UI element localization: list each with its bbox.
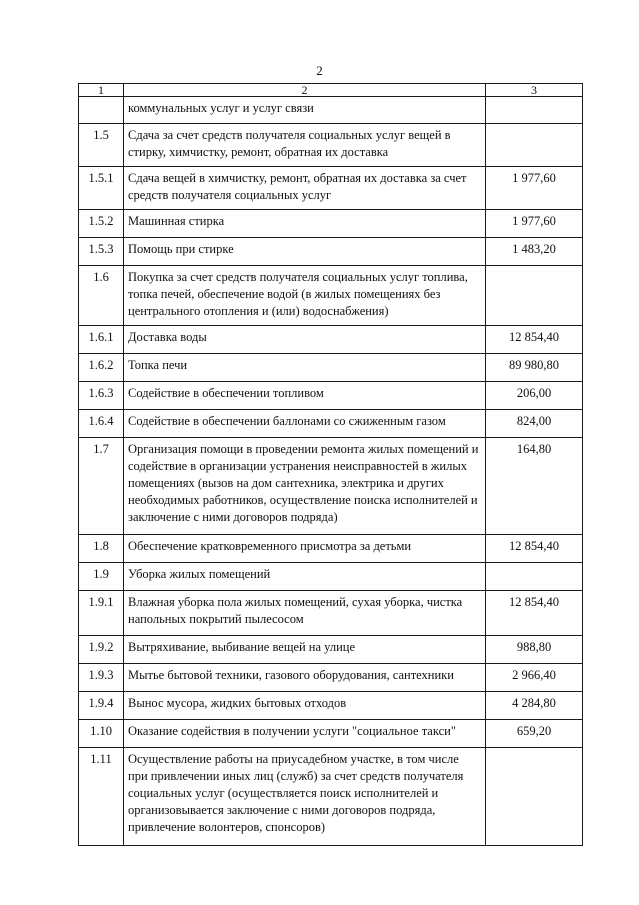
table-row bbox=[79, 124, 583, 167]
service-name-cell: Топка печи bbox=[124, 354, 486, 382]
table-row bbox=[79, 692, 583, 720]
price-cell bbox=[486, 97, 583, 124]
column-header-price: 3 bbox=[486, 84, 583, 97]
row-number-cell: 1.9.2 bbox=[79, 636, 124, 664]
service-name-cell: Оказание содействия в получении услуги "социальное такси" bbox=[124, 720, 486, 748]
price-cell: 12 854,40 bbox=[486, 535, 583, 563]
service-name-cell: Доставка воды bbox=[124, 326, 486, 354]
table-row bbox=[79, 720, 583, 748]
table-header-row bbox=[79, 84, 583, 97]
table-row bbox=[79, 591, 583, 636]
service-name-cell: Содействие в обеспечении баллонами со сжиженным газом bbox=[124, 410, 486, 438]
row-number-cell: 1.9.4 bbox=[79, 692, 124, 720]
service-name-cell: Машинная стирка bbox=[124, 210, 486, 238]
row-number-cell: 1.7 bbox=[79, 438, 124, 535]
price-cell: 89 980,80 bbox=[486, 354, 583, 382]
price-cell: 2 966,40 bbox=[486, 664, 583, 692]
service-name-cell: коммунальных услуг и услуг связи bbox=[124, 97, 486, 124]
price-cell: 4 284,80 bbox=[486, 692, 583, 720]
table-row bbox=[79, 266, 583, 326]
service-name-cell: Сдача за счет средств получателя социальных услуг вещей в стирку, химчистку, ремонт, обратная их доставка bbox=[124, 124, 486, 167]
row-number-cell: 1.9.1 bbox=[79, 591, 124, 636]
page-number: 2 bbox=[316, 63, 323, 78]
row-number-cell: 1.9.3 bbox=[79, 664, 124, 692]
service-name-cell: Мытье бытовой техники, газового оборудования, сантехники bbox=[124, 664, 486, 692]
table-row bbox=[79, 535, 583, 563]
row-number-cell: 1.6.2 bbox=[79, 354, 124, 382]
table-row bbox=[79, 210, 583, 238]
service-name-cell: Помощь при стирке bbox=[124, 238, 486, 266]
row-number-cell bbox=[79, 97, 124, 124]
price-cell: 12 854,40 bbox=[486, 591, 583, 636]
price-cell: 1 483,20 bbox=[486, 238, 583, 266]
table-row bbox=[79, 238, 583, 266]
row-number-cell: 1.8 bbox=[79, 535, 124, 563]
table-row bbox=[79, 664, 583, 692]
price-cell: 164,80 bbox=[486, 438, 583, 535]
table-row bbox=[79, 97, 583, 124]
price-cell: 206,00 bbox=[486, 382, 583, 410]
price-cell: 1 977,60 bbox=[486, 167, 583, 210]
service-name-cell: Обеспечение кратковременного присмотра за детьми bbox=[124, 535, 486, 563]
service-name-cell: Вынос мусора, жидких бытовых отходов bbox=[124, 692, 486, 720]
price-cell: 659,20 bbox=[486, 720, 583, 748]
column-header-number: 1 bbox=[79, 84, 124, 97]
row-number-cell: 1.11 bbox=[79, 748, 124, 846]
price-cell bbox=[486, 124, 583, 167]
table-row bbox=[79, 438, 583, 535]
service-name-cell: Уборка жилых помещений bbox=[124, 563, 486, 591]
service-name-cell: Содействие в обеспечении топливом bbox=[124, 382, 486, 410]
row-number-cell: 1.5 bbox=[79, 124, 124, 167]
price-cell: 824,00 bbox=[486, 410, 583, 438]
table-row bbox=[79, 167, 583, 210]
table-row bbox=[79, 563, 583, 591]
price-cell bbox=[486, 748, 583, 846]
row-number-cell: 1.5.3 bbox=[79, 238, 124, 266]
row-number-cell: 1.10 bbox=[79, 720, 124, 748]
row-number-cell: 1.6 bbox=[79, 266, 124, 326]
row-number-cell: 1.9 bbox=[79, 563, 124, 591]
row-number-cell: 1.5.1 bbox=[79, 167, 124, 210]
row-number-cell: 1.6.1 bbox=[79, 326, 124, 354]
column-header-service: 2 bbox=[124, 84, 486, 97]
service-name-cell: Осуществление работы на приусадебном участке, в том числе при привлечении иных лиц (служб) за счет средств получателя социальных услуг (осуществляется поиск исполнителей и организовывается заключение с ними договоров подряда, привлечение волонтеров, спонсоров) bbox=[124, 748, 486, 846]
row-number-cell: 1.6.4 bbox=[79, 410, 124, 438]
table-row bbox=[79, 326, 583, 354]
row-number-cell: 1.5.2 bbox=[79, 210, 124, 238]
table-row bbox=[79, 748, 583, 846]
service-name-cell: Покупка за счет средств получателя социальных услуг топлива, топка печей, обеспечение водой (в жилых помещениях без центрального отопления и (или) водоснабжения) bbox=[124, 266, 486, 326]
price-cell bbox=[486, 563, 583, 591]
row-number-cell: 1.6.3 bbox=[79, 382, 124, 410]
table-row bbox=[79, 382, 583, 410]
services-price-table bbox=[78, 83, 583, 846]
service-name-cell: Влажная уборка пола жилых помещений, сухая уборка, чистка напольных покрытий пылесосом bbox=[124, 591, 486, 636]
table-row bbox=[79, 354, 583, 382]
table-row bbox=[79, 636, 583, 664]
service-name-cell: Сдача вещей в химчистку, ремонт, обратная их доставка за счет средств получателя социальных услуг bbox=[124, 167, 486, 210]
service-name-cell: Вытряхивание, выбивание вещей на улице bbox=[124, 636, 486, 664]
price-cell bbox=[486, 266, 583, 326]
price-cell: 12 854,40 bbox=[486, 326, 583, 354]
table-body bbox=[79, 97, 583, 846]
service-name-cell: Организация помощи в проведении ремонта жилых помещений и содействие в организации устранения неисправностей в жилых помещениях (вызов на дом сантехника, электрика и других необходимых работников, осуществление поиска исполнителей и заключение с ними договоров подряда) bbox=[124, 438, 486, 535]
price-cell: 1 977,60 bbox=[486, 210, 583, 238]
price-cell: 988,80 bbox=[486, 636, 583, 664]
table-row bbox=[79, 410, 583, 438]
